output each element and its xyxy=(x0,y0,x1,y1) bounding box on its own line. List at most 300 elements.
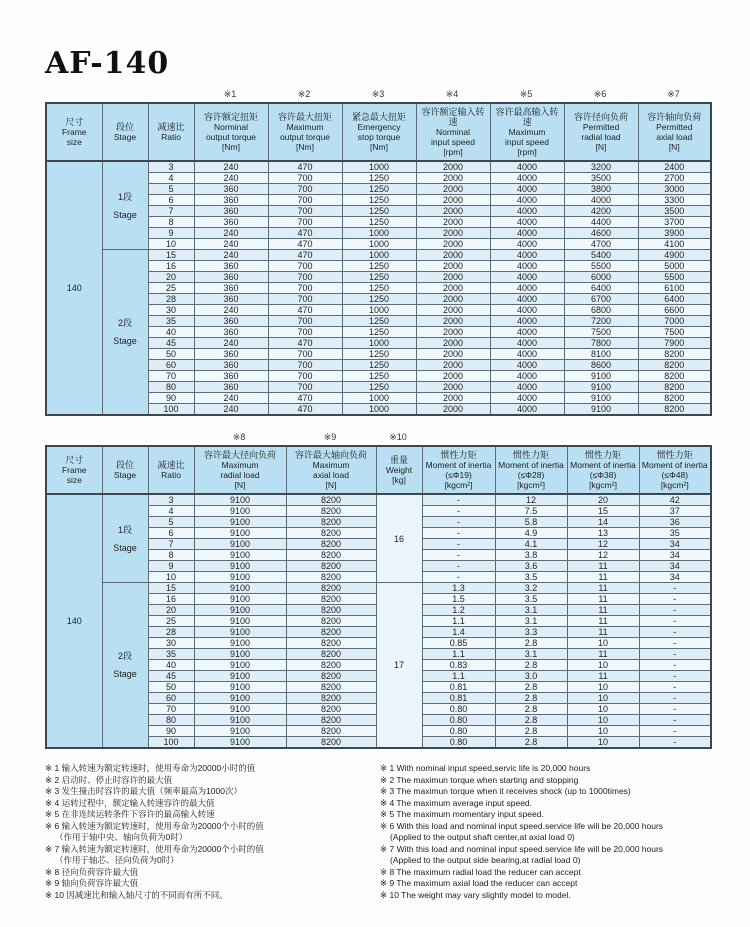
cell-value: 470 xyxy=(268,161,342,173)
cell-value: 8200 xyxy=(286,539,376,550)
cell-value: - xyxy=(639,616,711,627)
cell-value: 8200 xyxy=(638,382,711,393)
cell-value: 1000 xyxy=(342,239,416,250)
cell-value: 9100 xyxy=(194,583,286,594)
column-header-line: Stage xyxy=(113,470,137,480)
column-header xyxy=(194,103,268,161)
column-header-line: [kgcm²] xyxy=(589,480,617,490)
cell-value: 470 xyxy=(268,228,342,239)
cell-ratio: 25 xyxy=(148,616,194,627)
column-header-line: Ratio xyxy=(161,470,181,480)
cell-ratio: 28 xyxy=(148,627,194,638)
cell-value: 4100 xyxy=(638,239,711,250)
cell-ratio: 7 xyxy=(148,206,194,217)
column-header-line: 段位 xyxy=(115,122,134,132)
cell-value: 34 xyxy=(639,539,711,550)
cell-stage xyxy=(102,250,148,416)
cell-value: 9100 xyxy=(194,726,286,737)
cell-ratio: 50 xyxy=(148,682,194,693)
cell-ratio: 6 xyxy=(148,195,194,206)
cell-value: - xyxy=(422,550,495,561)
cell-value: 700 xyxy=(268,283,342,294)
column-header-line: Ratio xyxy=(161,132,181,142)
footnote-line: ※ 6 输入转速为额定转速时，使用寿命为20000个小时的值 xyxy=(45,820,264,831)
cell-value: 2000 xyxy=(416,184,490,195)
cell-value: 470 xyxy=(268,338,342,349)
footnote-mark-spacer xyxy=(45,430,101,445)
column-header-line: Permitted xyxy=(656,122,693,132)
cell-value: 360 xyxy=(194,283,268,294)
cell-value: 8200 xyxy=(638,393,711,404)
column-header-line: [kgcm²] xyxy=(660,480,689,490)
cell-value: 1000 xyxy=(342,161,416,173)
column-header-line: [kg] xyxy=(392,475,406,485)
cell-ratio: 8 xyxy=(148,550,194,561)
column-header-line: input speed xyxy=(505,137,549,147)
cell-value: - xyxy=(639,671,711,682)
cell-value: 1250 xyxy=(342,184,416,195)
footnote-mark-label: ※5 xyxy=(519,89,533,99)
cell-ratio: 15 xyxy=(148,583,194,594)
cell-value: 8200 xyxy=(286,528,376,539)
cell-value: 2700 xyxy=(638,173,711,184)
cell-ratio: 8 xyxy=(148,217,194,228)
cell-value: 700 xyxy=(268,206,342,217)
cell-value: 9100 xyxy=(194,737,286,749)
cell-value: 10 xyxy=(567,737,639,749)
cell-value: 2.8 xyxy=(495,682,567,693)
cell-value: - xyxy=(639,627,711,638)
cell-value: 700 xyxy=(268,316,342,327)
column-header-line: 惯性力矩 xyxy=(512,450,549,460)
column-header-line: size xyxy=(66,475,82,485)
footnote-line: ※ 2 启动时、停止时容许的最大值 xyxy=(45,774,173,785)
cell-value: 4000 xyxy=(490,360,564,371)
cell-ratio: 70 xyxy=(148,704,194,715)
cell-value: 1250 xyxy=(342,206,416,217)
cell-value: 7000 xyxy=(638,316,711,327)
cell-value: 9100 xyxy=(194,715,286,726)
cell-value: 8200 xyxy=(286,550,376,561)
cell-value: 2400 xyxy=(638,161,711,173)
cell-value: 1250 xyxy=(342,283,416,294)
cell-value: 8200 xyxy=(286,572,376,583)
footnotes-english xyxy=(380,763,715,901)
column-header-line: [Nm] xyxy=(222,142,240,152)
column-header-line: Maximum xyxy=(508,127,546,137)
column-header-line: size xyxy=(66,137,82,147)
cell-ratio: 35 xyxy=(148,316,194,327)
cell-value: 9100 xyxy=(194,561,286,572)
column-header-line: 惯性力矩 xyxy=(584,450,621,460)
cell-value: 8200 xyxy=(286,638,376,649)
cell-value: 9100 xyxy=(564,404,638,416)
footnote-line: ※ 7 With this load and nominal input speed.service life will be 20,000 hours xyxy=(380,843,664,854)
cell-value: 5000 xyxy=(638,261,711,272)
column-header-line: [N] xyxy=(668,142,680,152)
column-header-line: 尺寸 xyxy=(65,117,84,127)
footnote-line: ※ 7 输入转速为额定转速时，使用寿命为20000个小时的值 xyxy=(45,843,264,854)
cell-value: 470 xyxy=(268,305,342,316)
footnote-mark-spacer xyxy=(147,87,193,102)
cell-value: 12 xyxy=(567,539,639,550)
stage-label-en: Stage xyxy=(113,209,137,220)
cell-value: 0.83 xyxy=(422,660,495,671)
cell-value: 0.80 xyxy=(422,737,495,749)
cell-value: 8200 xyxy=(286,715,376,726)
cell-value: 9100 xyxy=(194,539,286,550)
cell-ratio: 80 xyxy=(148,382,194,393)
cell-value: 3900 xyxy=(638,228,711,239)
cell-value: 4000 xyxy=(490,382,564,393)
cell-value: 35 xyxy=(639,528,711,539)
cell-value: 4000 xyxy=(490,349,564,360)
cell-value: 8200 xyxy=(286,682,376,693)
cell-value: 2000 xyxy=(416,294,490,305)
cell-value: 9100 xyxy=(194,682,286,693)
cell-value: 360 xyxy=(194,261,268,272)
column-header-line: Permitted xyxy=(582,122,620,132)
cell-value: 240 xyxy=(194,161,268,173)
cell-value: 8200 xyxy=(286,561,376,572)
cell-ratio: 100 xyxy=(148,737,194,749)
footnote-mark-label: ※4 xyxy=(445,89,459,99)
cell-value: 8200 xyxy=(286,737,376,749)
cell-value: 2000 xyxy=(416,393,490,404)
cell-value: 1000 xyxy=(342,404,416,416)
cell-value: 4000 xyxy=(490,239,564,250)
cell-value: 11 xyxy=(567,561,639,572)
cell-ratio: 28 xyxy=(148,294,194,305)
column-header-line: (≤Φ19) xyxy=(445,470,472,480)
cell-ratio: 9 xyxy=(148,561,194,572)
cell-value: 700 xyxy=(268,261,342,272)
cell-value: 4000 xyxy=(490,161,564,173)
cell-value: 1000 xyxy=(342,393,416,404)
cell-value: 4000 xyxy=(490,316,564,327)
cell-value: 1.3 xyxy=(422,583,495,594)
column-header-line: [kgcm²] xyxy=(444,480,473,490)
cell-value: 4000 xyxy=(490,294,564,305)
footnote-mark-label: ※9 xyxy=(323,432,337,442)
column-header-line: 容许轴向负荷 xyxy=(647,112,702,122)
footnote-line: ※ 8 The maximum radial load the reducer can accept xyxy=(380,866,581,877)
cell-value: 2000 xyxy=(416,250,490,261)
cell-value: 2000 xyxy=(416,360,490,371)
cell-value: 700 xyxy=(268,349,342,360)
footnote-mark-label: ※7 xyxy=(667,89,680,99)
cell-value: 2000 xyxy=(416,206,490,217)
cell-value: 7.5 xyxy=(495,506,567,517)
cell-frame-size: 140 xyxy=(46,494,102,748)
cell-value: 3200 xyxy=(564,161,638,173)
cell-value: - xyxy=(422,494,495,506)
table-row xyxy=(46,583,711,594)
cell-value: 6700 xyxy=(564,294,638,305)
cell-value: 10 xyxy=(567,638,639,649)
column-header-line: (≤Φ48) xyxy=(661,470,689,480)
cell-value: 1250 xyxy=(342,272,416,283)
cell-value: - xyxy=(639,583,711,594)
column-header-line: 减速比 xyxy=(157,122,185,132)
cell-value: 3500 xyxy=(638,206,711,217)
cell-value: 8200 xyxy=(638,360,711,371)
cell-value: 1000 xyxy=(342,250,416,261)
cell-value: 10 xyxy=(567,726,639,737)
cell-value: 700 xyxy=(268,382,342,393)
footnote-mark-spacer xyxy=(45,87,101,102)
cell-value: 9100 xyxy=(194,627,286,638)
cell-value: 470 xyxy=(268,393,342,404)
footnote-line: ※ 8 径向负荷容许最大值 xyxy=(45,866,139,877)
column-header xyxy=(490,103,564,161)
cell-ratio: 7 xyxy=(148,539,194,550)
column-header xyxy=(638,103,711,161)
column-header-line: stop torque xyxy=(357,132,401,142)
footnote-line: (Applied to the output side bearing,at radial load 0) xyxy=(390,855,581,865)
stage-label-en: Stage xyxy=(113,336,137,346)
cell-value: 1250 xyxy=(342,360,416,371)
stage-label-zh: 2段 xyxy=(117,318,132,328)
stage-label-en: Stage xyxy=(113,669,137,679)
footnote-line: ※ 2 The maximun torque when starting and stopping xyxy=(380,774,579,785)
cell-value: 0.80 xyxy=(422,704,495,715)
cell-value: 360 xyxy=(194,382,268,393)
table-row xyxy=(46,494,711,506)
cell-ratio: 90 xyxy=(148,393,194,404)
cell-value: 2000 xyxy=(416,195,490,206)
column-header xyxy=(194,446,286,494)
cell-ratio: 16 xyxy=(148,261,194,272)
cell-value: 5.8 xyxy=(495,517,567,528)
cell-ratio: 3 xyxy=(148,494,194,506)
stage-label-en: Stage xyxy=(113,542,137,553)
cell-value: 8200 xyxy=(638,349,711,360)
cell-value: 8200 xyxy=(638,404,711,416)
stage-label-zh: 1段 xyxy=(117,524,132,535)
cell-value: 3300 xyxy=(638,195,711,206)
cell-value: 2.8 xyxy=(495,638,567,649)
cell-value: 3.1 xyxy=(495,605,567,616)
cell-value: - xyxy=(639,605,711,616)
cell-value: 360 xyxy=(194,360,268,371)
cell-value: 3.5 xyxy=(495,594,567,605)
cell-value: 360 xyxy=(194,316,268,327)
footnote-mark-label: ※8 xyxy=(232,432,246,442)
cell-value: 240 xyxy=(194,239,268,250)
cell-value: 470 xyxy=(268,404,342,416)
cell-value: 4000 xyxy=(490,228,564,239)
footnote-mark-label: ※6 xyxy=(593,89,607,99)
cell-value: 700 xyxy=(268,371,342,382)
footnote-line: ※ 1 With nominal input speed,servic life is 20,000 hours xyxy=(380,763,591,773)
cell-value: 6000 xyxy=(564,272,638,283)
cell-value: 34 xyxy=(639,550,711,561)
cell-ratio: 45 xyxy=(148,671,194,682)
column-header-line: 容许径向负荷 xyxy=(573,112,628,122)
footnote-line: ※ 5 The maximum momentary input speed. xyxy=(380,809,544,819)
column-header-line: (≤Φ38) xyxy=(589,470,617,480)
column-header xyxy=(102,103,148,161)
column-header-line: input speed xyxy=(431,137,475,147)
column-header-line: Norminal xyxy=(213,122,248,132)
cell-value: 4.1 xyxy=(495,539,567,550)
cell-value: 700 xyxy=(268,195,342,206)
cell-value: 1000 xyxy=(342,228,416,239)
cell-value: 240 xyxy=(194,173,268,184)
cell-value: 4000 xyxy=(490,217,564,228)
cell-value: 1250 xyxy=(342,327,416,338)
performance-table-section xyxy=(45,87,710,416)
cell-frame-size: 140 xyxy=(46,161,102,415)
cell-value: 4000 xyxy=(490,261,564,272)
cell-value: 4000 xyxy=(490,305,564,316)
column-header-line: radial load xyxy=(581,132,621,142)
cell-value: 10 xyxy=(567,693,639,704)
cell-value: 11 xyxy=(567,605,639,616)
cell-value: 470 xyxy=(268,239,342,250)
cell-stage xyxy=(102,161,148,250)
cell-value: 12 xyxy=(567,550,639,561)
cell-value: 240 xyxy=(194,250,268,261)
column-header-line: Norminal xyxy=(435,127,470,137)
column-header xyxy=(46,103,102,161)
cell-ratio: 6 xyxy=(148,528,194,539)
column-header-line: 段位 xyxy=(115,460,134,470)
cell-value: 360 xyxy=(194,217,268,228)
stage-label-zh: 2段 xyxy=(117,651,132,661)
column-header xyxy=(422,446,495,494)
cell-value: - xyxy=(639,649,711,660)
cell-value: 8100 xyxy=(564,349,638,360)
stage-label-zh: 1段 xyxy=(117,191,132,202)
table-row xyxy=(46,161,711,173)
cell-ratio: 60 xyxy=(148,693,194,704)
cell-value: 700 xyxy=(268,173,342,184)
column-header-line: 惯性力矩 xyxy=(440,450,477,460)
cell-value: 11 xyxy=(567,572,639,583)
cell-value: 8200 xyxy=(286,517,376,528)
cell-value: 7500 xyxy=(564,327,638,338)
cell-value: 4000 xyxy=(490,371,564,382)
cell-value: - xyxy=(639,726,711,737)
cell-value: 1250 xyxy=(342,371,416,382)
column-header-line: 重量 xyxy=(389,455,408,465)
cell-value: 9100 xyxy=(194,550,286,561)
cell-value: 2.8 xyxy=(495,715,567,726)
footnote-mark-spacer xyxy=(421,430,494,445)
column-header-line: 容许额定输入转速 xyxy=(421,107,485,127)
cell-value: 10 xyxy=(567,704,639,715)
column-header xyxy=(342,103,416,161)
table-divider xyxy=(45,416,710,426)
cell-value: 1250 xyxy=(342,195,416,206)
cell-value: 6800 xyxy=(564,305,638,316)
cell-value: 4000 xyxy=(490,338,564,349)
cell-value: 360 xyxy=(194,195,268,206)
cell-value: 7800 xyxy=(564,338,638,349)
column-header-line: [rpm] xyxy=(517,147,537,157)
cell-value: 1250 xyxy=(342,349,416,360)
cell-value: - xyxy=(639,693,711,704)
cell-value: 4000 xyxy=(490,250,564,261)
column-header xyxy=(416,103,490,161)
cell-value: 3.1 xyxy=(495,616,567,627)
cell-value: 700 xyxy=(268,360,342,371)
cell-value: 11 xyxy=(567,671,639,682)
cell-value: 8200 xyxy=(286,605,376,616)
cell-value: 3700 xyxy=(638,217,711,228)
cell-value: 2000 xyxy=(416,228,490,239)
cell-value: 4000 xyxy=(490,327,564,338)
column-header-line: 容许最大径向负荷 xyxy=(203,450,276,460)
cell-value: 240 xyxy=(194,228,268,239)
cell-value: 10 xyxy=(567,660,639,671)
column-header-line: radial load xyxy=(220,470,260,480)
cell-value: 1250 xyxy=(342,261,416,272)
cell-value: 6400 xyxy=(564,283,638,294)
footnote-mark-spacer xyxy=(638,430,710,445)
cell-ratio: 16 xyxy=(148,594,194,605)
cell-value: 9100 xyxy=(564,371,638,382)
cell-value: 1.5 xyxy=(422,594,495,605)
cell-value: 9100 xyxy=(194,517,286,528)
cell-value: 2000 xyxy=(416,173,490,184)
cell-value: 5500 xyxy=(638,272,711,283)
footnote-mark-spacer xyxy=(566,430,638,445)
cell-ratio: 45 xyxy=(148,338,194,349)
table-row xyxy=(46,250,711,261)
cell-value: 0.85 xyxy=(422,638,495,649)
cell-value: 9100 xyxy=(194,528,286,539)
column-header-line: [Nm] xyxy=(296,142,314,152)
cell-value: 11 xyxy=(567,649,639,660)
cell-value: 8200 xyxy=(286,627,376,638)
footnote-line: ※ 5 在非连续运转条件下容许的最高输入转速 xyxy=(45,809,215,819)
performance-table xyxy=(45,102,712,416)
cell-value: 2000 xyxy=(416,338,490,349)
cell-value: 9100 xyxy=(194,494,286,506)
cell-ratio: 40 xyxy=(148,660,194,671)
cell-value: 2000 xyxy=(416,327,490,338)
column-header-line: [rpm] xyxy=(443,147,463,157)
column-header-line: [N] xyxy=(595,142,607,152)
column-header xyxy=(148,103,194,161)
footnote-mark-label: ※10 xyxy=(389,432,407,442)
cell-value: 34 xyxy=(639,572,711,583)
cell-value: 4000 xyxy=(490,272,564,283)
load-inertia-table xyxy=(45,445,712,749)
cell-stage xyxy=(102,583,148,749)
cell-value: - xyxy=(422,528,495,539)
cell-value: 2000 xyxy=(416,382,490,393)
cell-ratio: 70 xyxy=(148,371,194,382)
column-header-line: 容许最大扭矩 xyxy=(277,112,332,122)
cell-value: 1.2 xyxy=(422,605,495,616)
cell-value: 9100 xyxy=(194,660,286,671)
footnote-line: ※ 9 The maximum axial load the reducer can accept xyxy=(380,878,578,888)
cell-value: 3.3 xyxy=(495,627,567,638)
footnote-line: ※ 1 输入转速为额定转速时，使用寿命为20000小时的值 xyxy=(45,763,256,773)
column-header-line: [N] xyxy=(234,480,246,490)
cell-ratio: 20 xyxy=(148,272,194,283)
cell-value: - xyxy=(639,715,711,726)
footnote-mark-spacer xyxy=(147,430,193,445)
cell-value: 2000 xyxy=(416,261,490,272)
footnote-mark-spacer xyxy=(494,430,566,445)
footnote-line: ※ 3 发生撞击时容许的最大值（频率最高为1000次） xyxy=(45,786,242,796)
footnote-mark-spacer xyxy=(101,87,147,102)
